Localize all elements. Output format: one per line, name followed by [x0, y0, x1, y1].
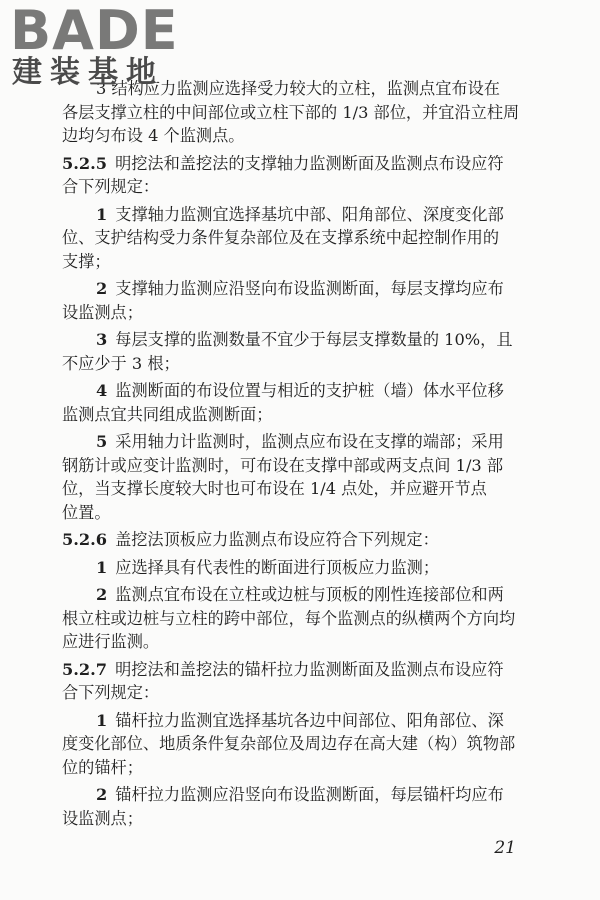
text: 支撑轴力监测宜选择基坑中部、阳角部位、深度变化部 [115, 204, 504, 224]
text-line [62, 528, 550, 552]
text-line [62, 152, 550, 176]
text: 锚杆拉力监测应沿竖向布设监测断面，每层锚杆均应布 [115, 785, 504, 804]
list-item [62, 379, 550, 426]
text-line [62, 783, 550, 807]
text-line [62, 583, 550, 607]
list-item [62, 556, 550, 580]
text-line: 钢筋计或应变计监测时，可布设在支撑中部或两支点间 1/3 部 [62, 455, 504, 475]
text-line: 边均匀布设 4 个监测点。 [62, 126, 245, 145]
text: 盖挖法顶板应力监测点布设应符合下列规定： [115, 530, 439, 549]
text: 采用轴力计监测时，监测点应布设在支撑的端部；采用 [115, 432, 504, 451]
text-line: 度变化部位、地质条件复杂部位及周边存在高大建（构）筑物部 [62, 734, 516, 753]
document-body [62, 77, 550, 834]
clause [62, 658, 550, 705]
list-item [62, 328, 550, 375]
item-number: 4 [96, 381, 108, 400]
logo-wordmark: BADE [10, 0, 179, 62]
list-item [62, 583, 550, 654]
list-item [62, 430, 550, 524]
clause-number: 5.2.7 [62, 659, 108, 679]
item-number: 1 [96, 557, 108, 577]
clause [62, 152, 550, 199]
text-line: 应进行监测。 [62, 632, 160, 651]
text-line: 各层支撑立柱的中间部位或立柱下部的 1/3 部位，并宜沿立柱周 [62, 102, 520, 122]
bade-logo [10, 2, 180, 94]
page-number: 21 [494, 838, 516, 858]
clause-number: 5.2.6 [62, 530, 108, 549]
text-line: 3 结构应力监测应选择受力较大的立柱，监测点宜布设在 [96, 79, 500, 98]
text-line [62, 658, 550, 682]
text-line [62, 430, 550, 454]
text-line [62, 203, 550, 227]
text-line: 位，当支撑长度较大时也可布设在 1/4 点处，并应避开节点 [62, 479, 487, 498]
text-line: 位的锚杆； [62, 757, 143, 777]
item-number: 2 [96, 785, 108, 804]
text-line [62, 379, 550, 403]
text-line: 不应少于 3 根； [62, 353, 180, 373]
text-line: 支撑； [62, 251, 111, 271]
logo-subtitle: 建装基地 [12, 55, 164, 90]
text: 锚杆拉力监测宜选择基坑各边中间部位、阳角部位、深 [115, 710, 504, 730]
list-item [62, 203, 550, 274]
text: 每层支撑的监测数量不宜少于每层支撑数量的 10%，且 [115, 330, 513, 349]
text-line: 合下列规定： [62, 177, 160, 196]
clause [62, 528, 550, 552]
list-item [62, 277, 550, 324]
text-line: 设监测点； [62, 302, 143, 322]
text-line: 监测点宜共同组成监测断面； [62, 404, 273, 424]
text-line: 位、支护结构受力条件复杂部位及在支撑系统中起控制作用的 [62, 228, 500, 247]
item-number: 5 [96, 432, 108, 451]
clause-number: 5.2.5 [62, 153, 108, 173]
text-line [62, 709, 550, 733]
list-item [62, 709, 550, 780]
text: 监测断面的布设位置与相近的支护桩（墙）体水平位移 [115, 381, 504, 400]
text: 明挖法和盖挖法的支撑轴力监测断面及监测点布设应符 [115, 153, 504, 173]
text: 支撑轴力监测应沿竖向布设监测断面，每层支撑均应布 [115, 279, 504, 298]
list-item [62, 783, 550, 830]
item-number: 2 [96, 585, 108, 604]
item-number: 3 [96, 330, 108, 349]
item-number: 1 [96, 204, 108, 224]
text-line: 合下列规定： [62, 683, 160, 702]
text-line: 位置。 [62, 502, 111, 522]
text: 明挖法和盖挖法的锚杆拉力监测断面及监测点布设应符 [115, 659, 504, 679]
text-line [62, 277, 550, 301]
text-line: 设监测点； [62, 808, 143, 828]
text-line: 根立柱或边桩与立柱的跨中部位，每个监测点的纵横两个方向均 [62, 608, 516, 628]
item-number: 2 [96, 279, 108, 298]
text-line [62, 328, 550, 352]
text: 监测点宜布设在立柱或边桩与顶板的刚性连接部位和两 [115, 585, 504, 604]
text-line [62, 556, 550, 580]
item-number: 1 [96, 710, 108, 730]
text: 应选择具有代表性的断面进行顶板应力监测； [115, 557, 440, 577]
